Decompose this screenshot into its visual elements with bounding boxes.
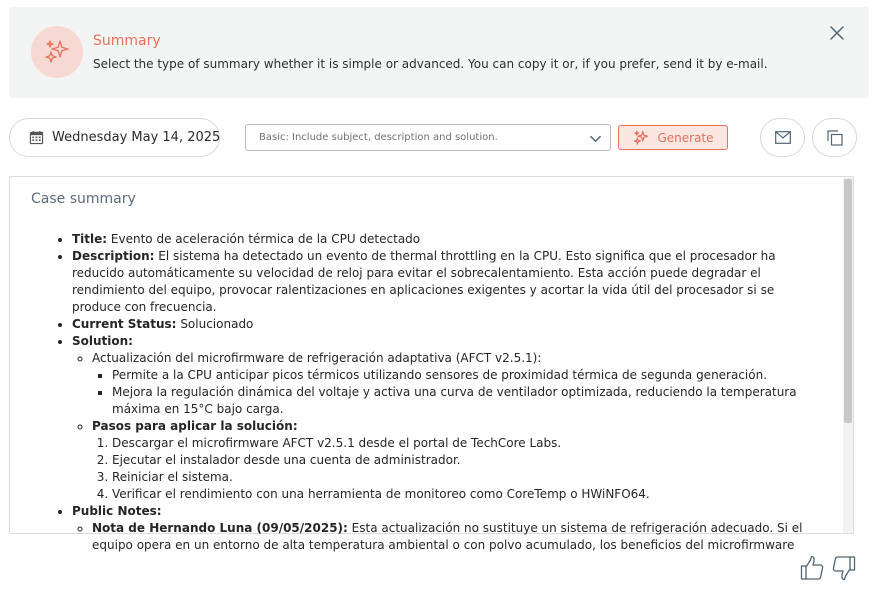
solution-label: Solution: [72, 334, 133, 348]
copy-button[interactable] [812, 118, 857, 157]
list-item: 4. Verificar el rendimiento con una herramienta de monitoreo como CoreTemp o HWiNFO64. [112, 486, 823, 503]
envelope-icon [775, 131, 791, 144]
copy-icon [827, 130, 843, 146]
solution-update: Actualización del microfirmware de refrigeración adaptativa (AFCT v2.5.1): [92, 351, 542, 365]
sparkles-icon [31, 26, 83, 78]
note-author: Nota de Hernando Luna (09/05/2025): [92, 521, 348, 535]
date-value: Wednesday May 14, 2025 [52, 130, 221, 145]
calendar-icon [29, 130, 44, 145]
thumbs-up-button[interactable] [800, 555, 824, 585]
list-item: 3. Reiniciar el sistema. [112, 469, 823, 486]
summary-type-select[interactable] [245, 124, 611, 151]
steps-label: Pasos para aplicar la solución: [92, 419, 298, 433]
generate-button[interactable] [618, 125, 728, 150]
summary-heading: Case summary [31, 191, 136, 207]
list-item: ▪ Permite a la CPU anticipar picos térmicos utilizando sensores de proximidad térmica de segunda generación. [112, 367, 823, 384]
banner-description: Select the type of summary whether it is simple or advanced. You can copy it or, if you prefer, send it by e-mail. [93, 57, 768, 71]
list-item: 1. Descargar el microfirmware AFCT v2.5.1 desde el portal de TechCore Labs. [112, 435, 823, 452]
list-item [72, 333, 823, 503]
title-label: Title: [72, 232, 108, 246]
sparkles-icon [632, 129, 650, 147]
summary-banner [9, 7, 869, 98]
generate-label: Generate [657, 130, 714, 145]
thumbs-down-icon [832, 555, 856, 581]
thumbs-up-icon [800, 555, 824, 581]
description-value: El sistema ha detectado un evento de thermal throttling en la CPU. Esto significa que el procesador ha reducido automáticamente su velocidad de reloj para evitar el sobrecalentamiento. Esta acción puede degradar el rendimiento del equipo, provocar ralentizaciones en aplicaciones exigentes y acortar la vida útil del procesador si se produce con frecuencia. [72, 249, 776, 314]
close-icon [829, 25, 845, 41]
status-label: Current Status: [72, 317, 177, 331]
date-picker[interactable] [9, 118, 220, 157]
list-item: 2. Ejecutar el instalador desde una cuenta de administrador. [112, 452, 823, 469]
list-item [72, 231, 823, 248]
status-value: Solucionado [180, 317, 254, 331]
scrollbar-thumb[interactable] [844, 179, 852, 423]
list-item: ▪ Mejora la regulación dinámica del voltaje y activa una curva de ventilador optimizada, reduciendo la temperatura máxima en 15°C bajo carga. [112, 384, 823, 418]
case-summary-panel[interactable] [9, 176, 854, 552]
title-value: Evento de aceleración térmica de la CPU detectado [110, 232, 421, 246]
list-item [72, 316, 823, 333]
note-text: Esta actualización no sustituye un sistema de refrigeración adecuado. Si el equipo opera en un entorno de alta temperatura ambiental o con polvo acumulado, los beneficios del microfirmware [92, 521, 803, 552]
list-item [92, 418, 823, 503]
thumbs-down-button[interactable] [832, 555, 856, 585]
notes-label: Public Notes: [72, 504, 162, 518]
banner-title: Summary [93, 33, 161, 49]
send-email-button[interactable] [760, 118, 805, 157]
list-item [72, 503, 823, 554]
summary-content [31, 231, 823, 554]
list-item [92, 350, 823, 418]
summary-type-value: Basic: Include subject, description and solution. [259, 132, 498, 143]
chevron-down-icon [589, 132, 602, 145]
scrollbar[interactable] [843, 177, 853, 533]
list-item [72, 248, 823, 316]
description-label: Description: [72, 249, 155, 263]
list-item [92, 520, 823, 554]
close-button[interactable] [827, 23, 847, 43]
